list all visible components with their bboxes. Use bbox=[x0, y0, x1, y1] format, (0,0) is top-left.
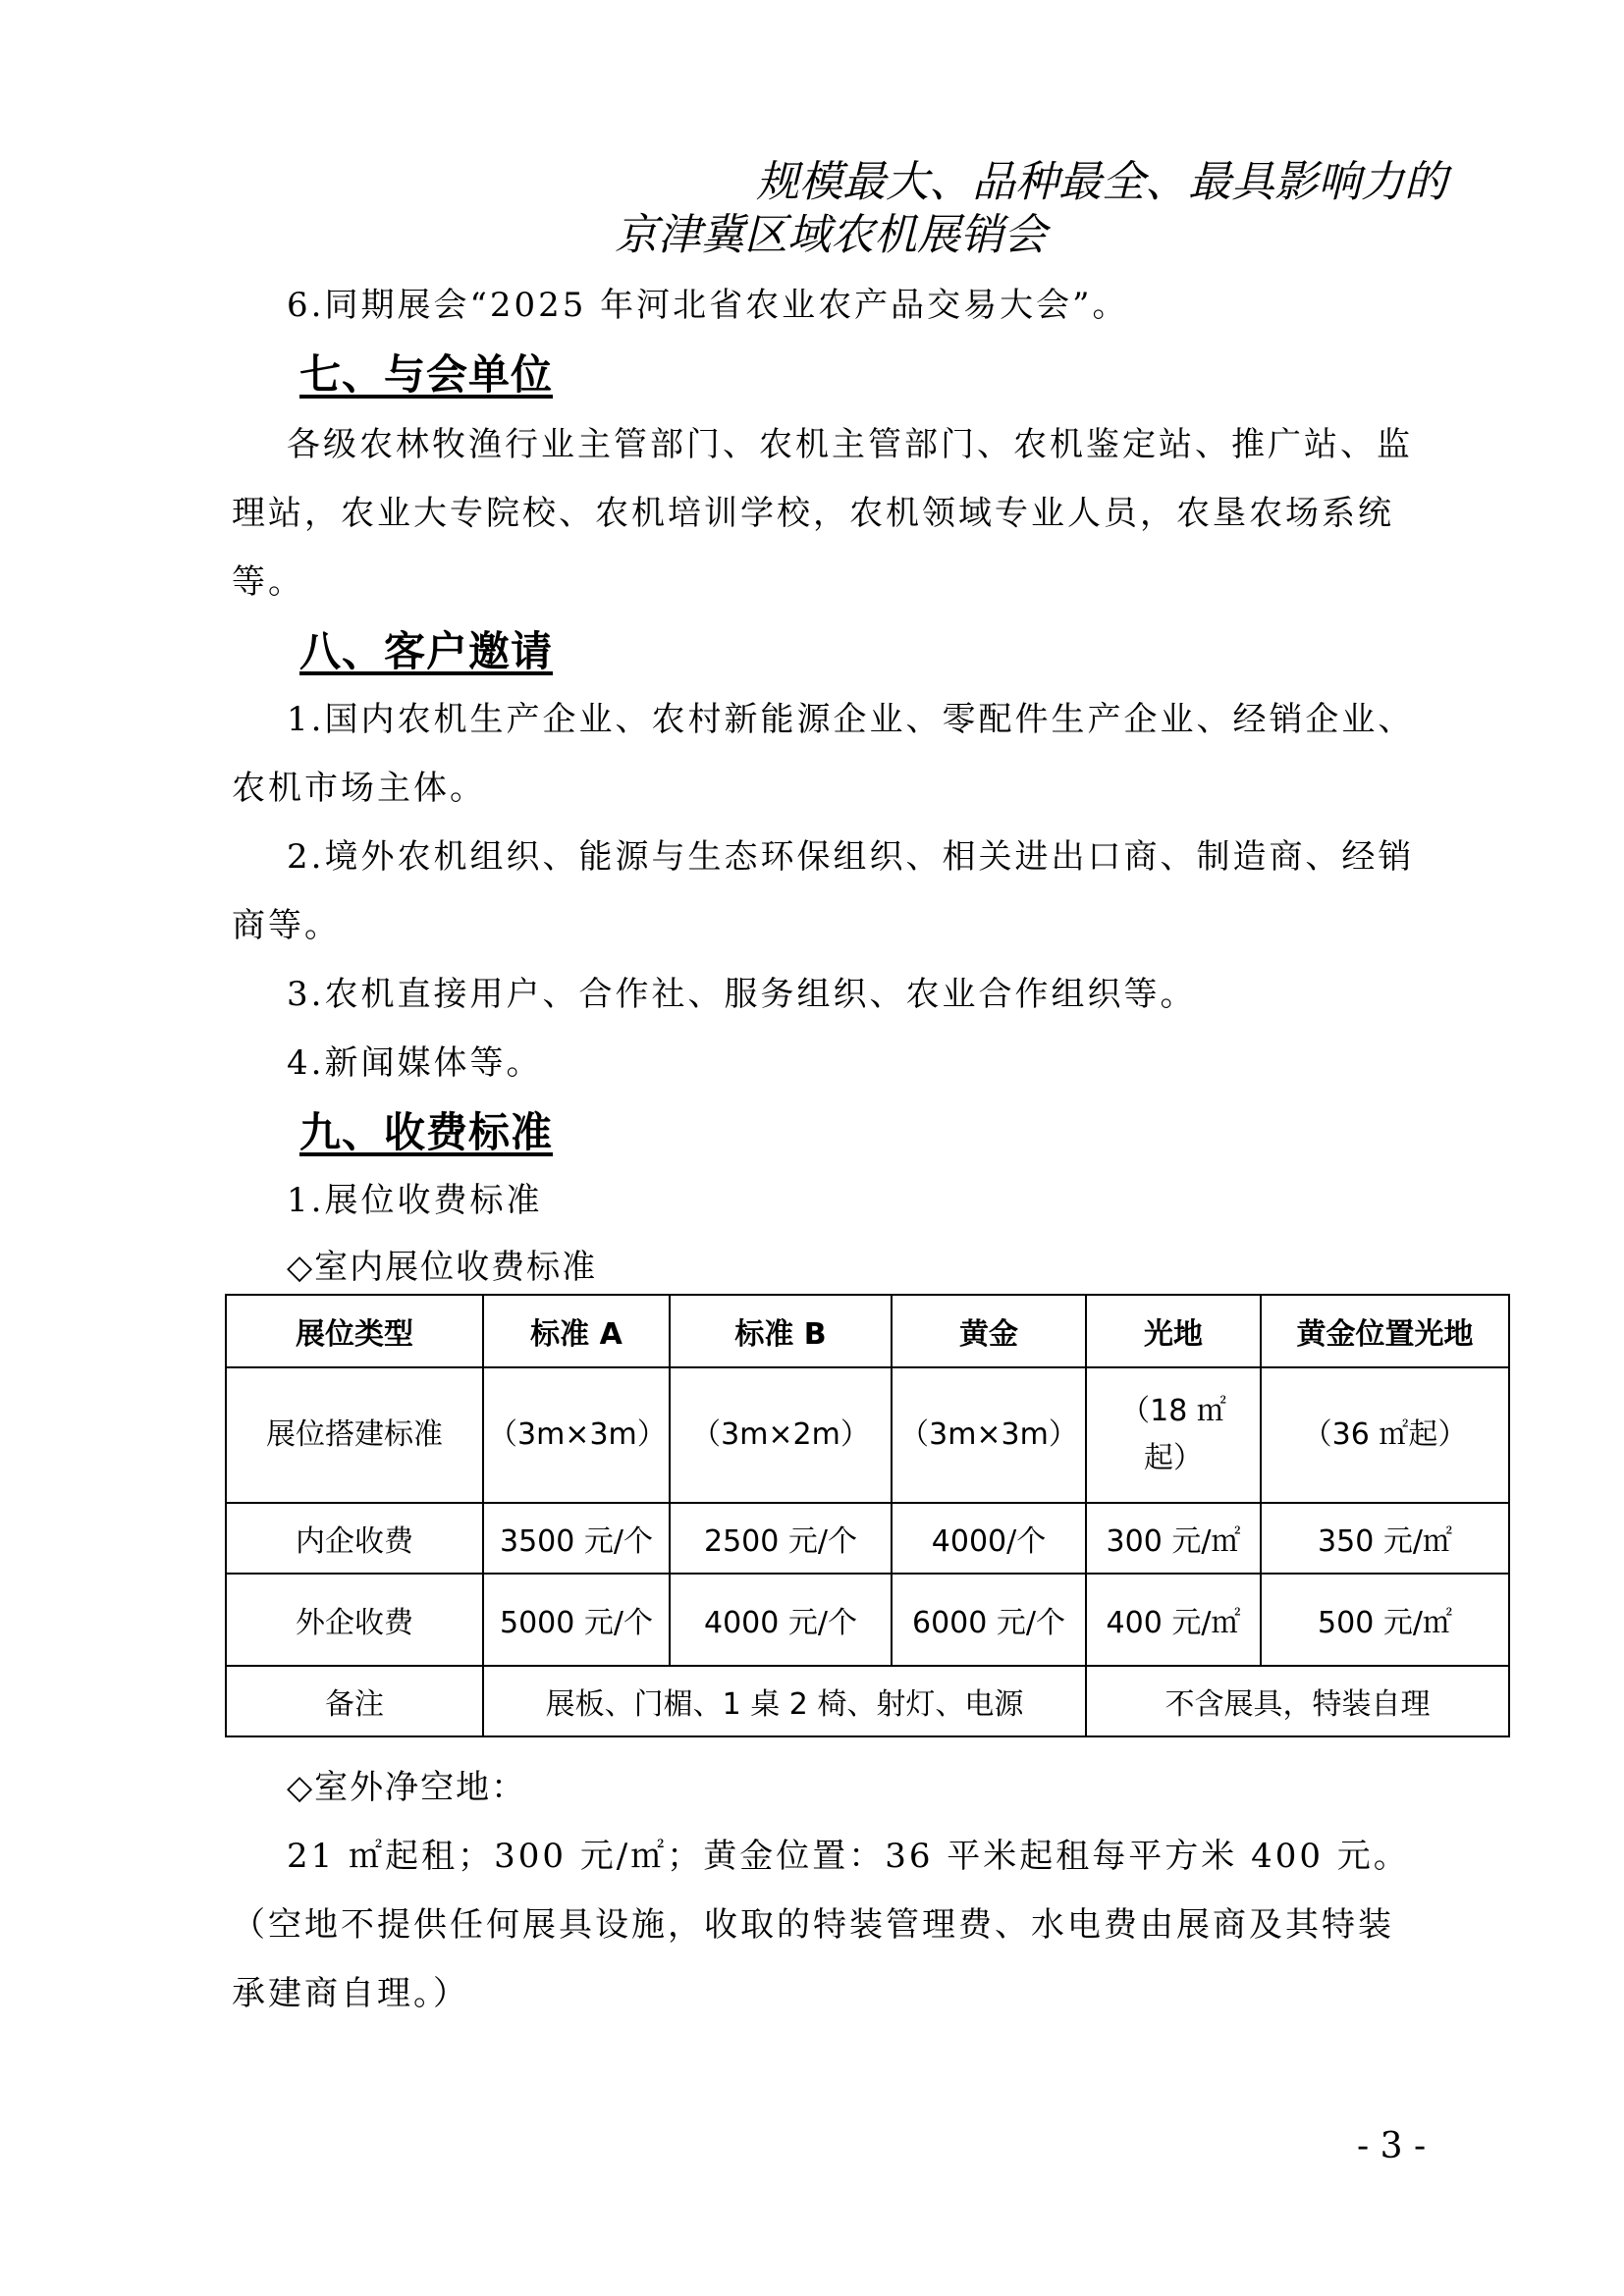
slogan-line-2: 京津冀区域农机展销会 bbox=[615, 210, 1047, 260]
table-cell: （18 ㎡起） bbox=[1086, 1367, 1261, 1503]
table-cell: 500 元/㎡ bbox=[1261, 1574, 1509, 1666]
invite-item-2: 2.境外农机组织、能源与生态环保组织、相关进出口商、制造商、经销商等。 bbox=[232, 837, 1415, 945]
table-cell: 2500 元/个 bbox=[670, 1503, 892, 1574]
indoor-fee-table bbox=[225, 1294, 1510, 1737]
table-cell: 5000 元/个 bbox=[483, 1574, 670, 1666]
table-cell: 展板、门楣、1 桌 2 椅、射灯、电源 bbox=[483, 1666, 1086, 1736]
table-cell: （3m×2m） bbox=[670, 1367, 892, 1503]
table-header-cell: 黄金位置光地 bbox=[1261, 1295, 1509, 1367]
table-cell: （3m×3m） bbox=[892, 1367, 1086, 1503]
section-9-heading: 九、收费标准 bbox=[299, 1108, 554, 1156]
table-cell: （36 ㎡起） bbox=[1261, 1367, 1509, 1503]
slogan-line-1: 规模最大、品种最全、最具影响力的 bbox=[756, 157, 1447, 207]
table-cell: 400 元/㎡ bbox=[1086, 1574, 1261, 1666]
table-row-remarks bbox=[226, 1666, 1509, 1736]
table-cell: 3500 元/个 bbox=[483, 1503, 670, 1574]
table-cell: 内企收费 bbox=[226, 1503, 483, 1574]
table-cell: （3m×3m） bbox=[483, 1367, 670, 1503]
table-cell: 外企收费 bbox=[226, 1574, 483, 1666]
section-7-heading: 七、与会单位 bbox=[299, 350, 554, 399]
table-cell: 不含展具，特装自理 bbox=[1086, 1666, 1509, 1736]
invite-item-1: 1.国内农机生产企业、农村新能源企业、零配件生产企业、经销企业、农机市场主体。 bbox=[232, 700, 1415, 808]
table-cell: 展位搭建标准 bbox=[226, 1367, 483, 1503]
section-8-heading: 八、客户邀请 bbox=[299, 627, 554, 675]
table-cell: 300 元/㎡ bbox=[1086, 1503, 1261, 1574]
table-header-cell: 标准 A bbox=[483, 1295, 670, 1367]
booth-fee-subheading: 1.展位收费标准 bbox=[287, 1181, 543, 1220]
outdoor-fee-title: ◇室外净空地： bbox=[287, 1768, 527, 1807]
table-cell: 350 元/㎡ bbox=[1261, 1503, 1509, 1574]
table-header-cell: 标准 B bbox=[670, 1295, 892, 1367]
table-header-cell: 黄金 bbox=[892, 1295, 1086, 1367]
invite-item-3: 3.农机直接用户、合作社、服务组织、农业合作组织等。 bbox=[287, 975, 1197, 1014]
indoor-fee-title: ◇室内展位收费标准 bbox=[287, 1248, 598, 1287]
table-row-domestic-fee bbox=[226, 1503, 1509, 1574]
invite-item-4: 4.新闻媒体等。 bbox=[287, 1043, 543, 1083]
table-cell: 6000 元/个 bbox=[892, 1574, 1086, 1666]
table-row-foreign-fee bbox=[226, 1574, 1509, 1666]
table-header-cell: 展位类型 bbox=[226, 1295, 483, 1367]
item-6-concurrent-exhibition: 6.同期展会“2025 年河北省农业农产品交易大会”。 bbox=[287, 286, 1129, 325]
table-cell: 4000 元/个 bbox=[670, 1574, 892, 1666]
page-number: - 3 - bbox=[1357, 2126, 1427, 2166]
table-header-cell: 光地 bbox=[1086, 1295, 1261, 1367]
table-row-build-standard bbox=[226, 1367, 1509, 1503]
outdoor-fee-body: 21 ㎡起租；300 元/㎡；黄金位置：36 平米起租每平方米 400 元。（空地不提供任何展具设施，收取的特装管理费、水电费由展商及其特装承建商自理。） bbox=[232, 1837, 1410, 2013]
table-cell: 4000/个 bbox=[892, 1503, 1086, 1574]
table-header-row bbox=[226, 1295, 1509, 1367]
section-7-body: 各级农林牧渔行业主管部门、农机主管部门、农机鉴定站、推广站、监理站，农业大专院校、农机培训学校，农机领域专业人员，农垦农场系统等。 bbox=[232, 425, 1413, 602]
table-cell: 备注 bbox=[226, 1666, 483, 1736]
